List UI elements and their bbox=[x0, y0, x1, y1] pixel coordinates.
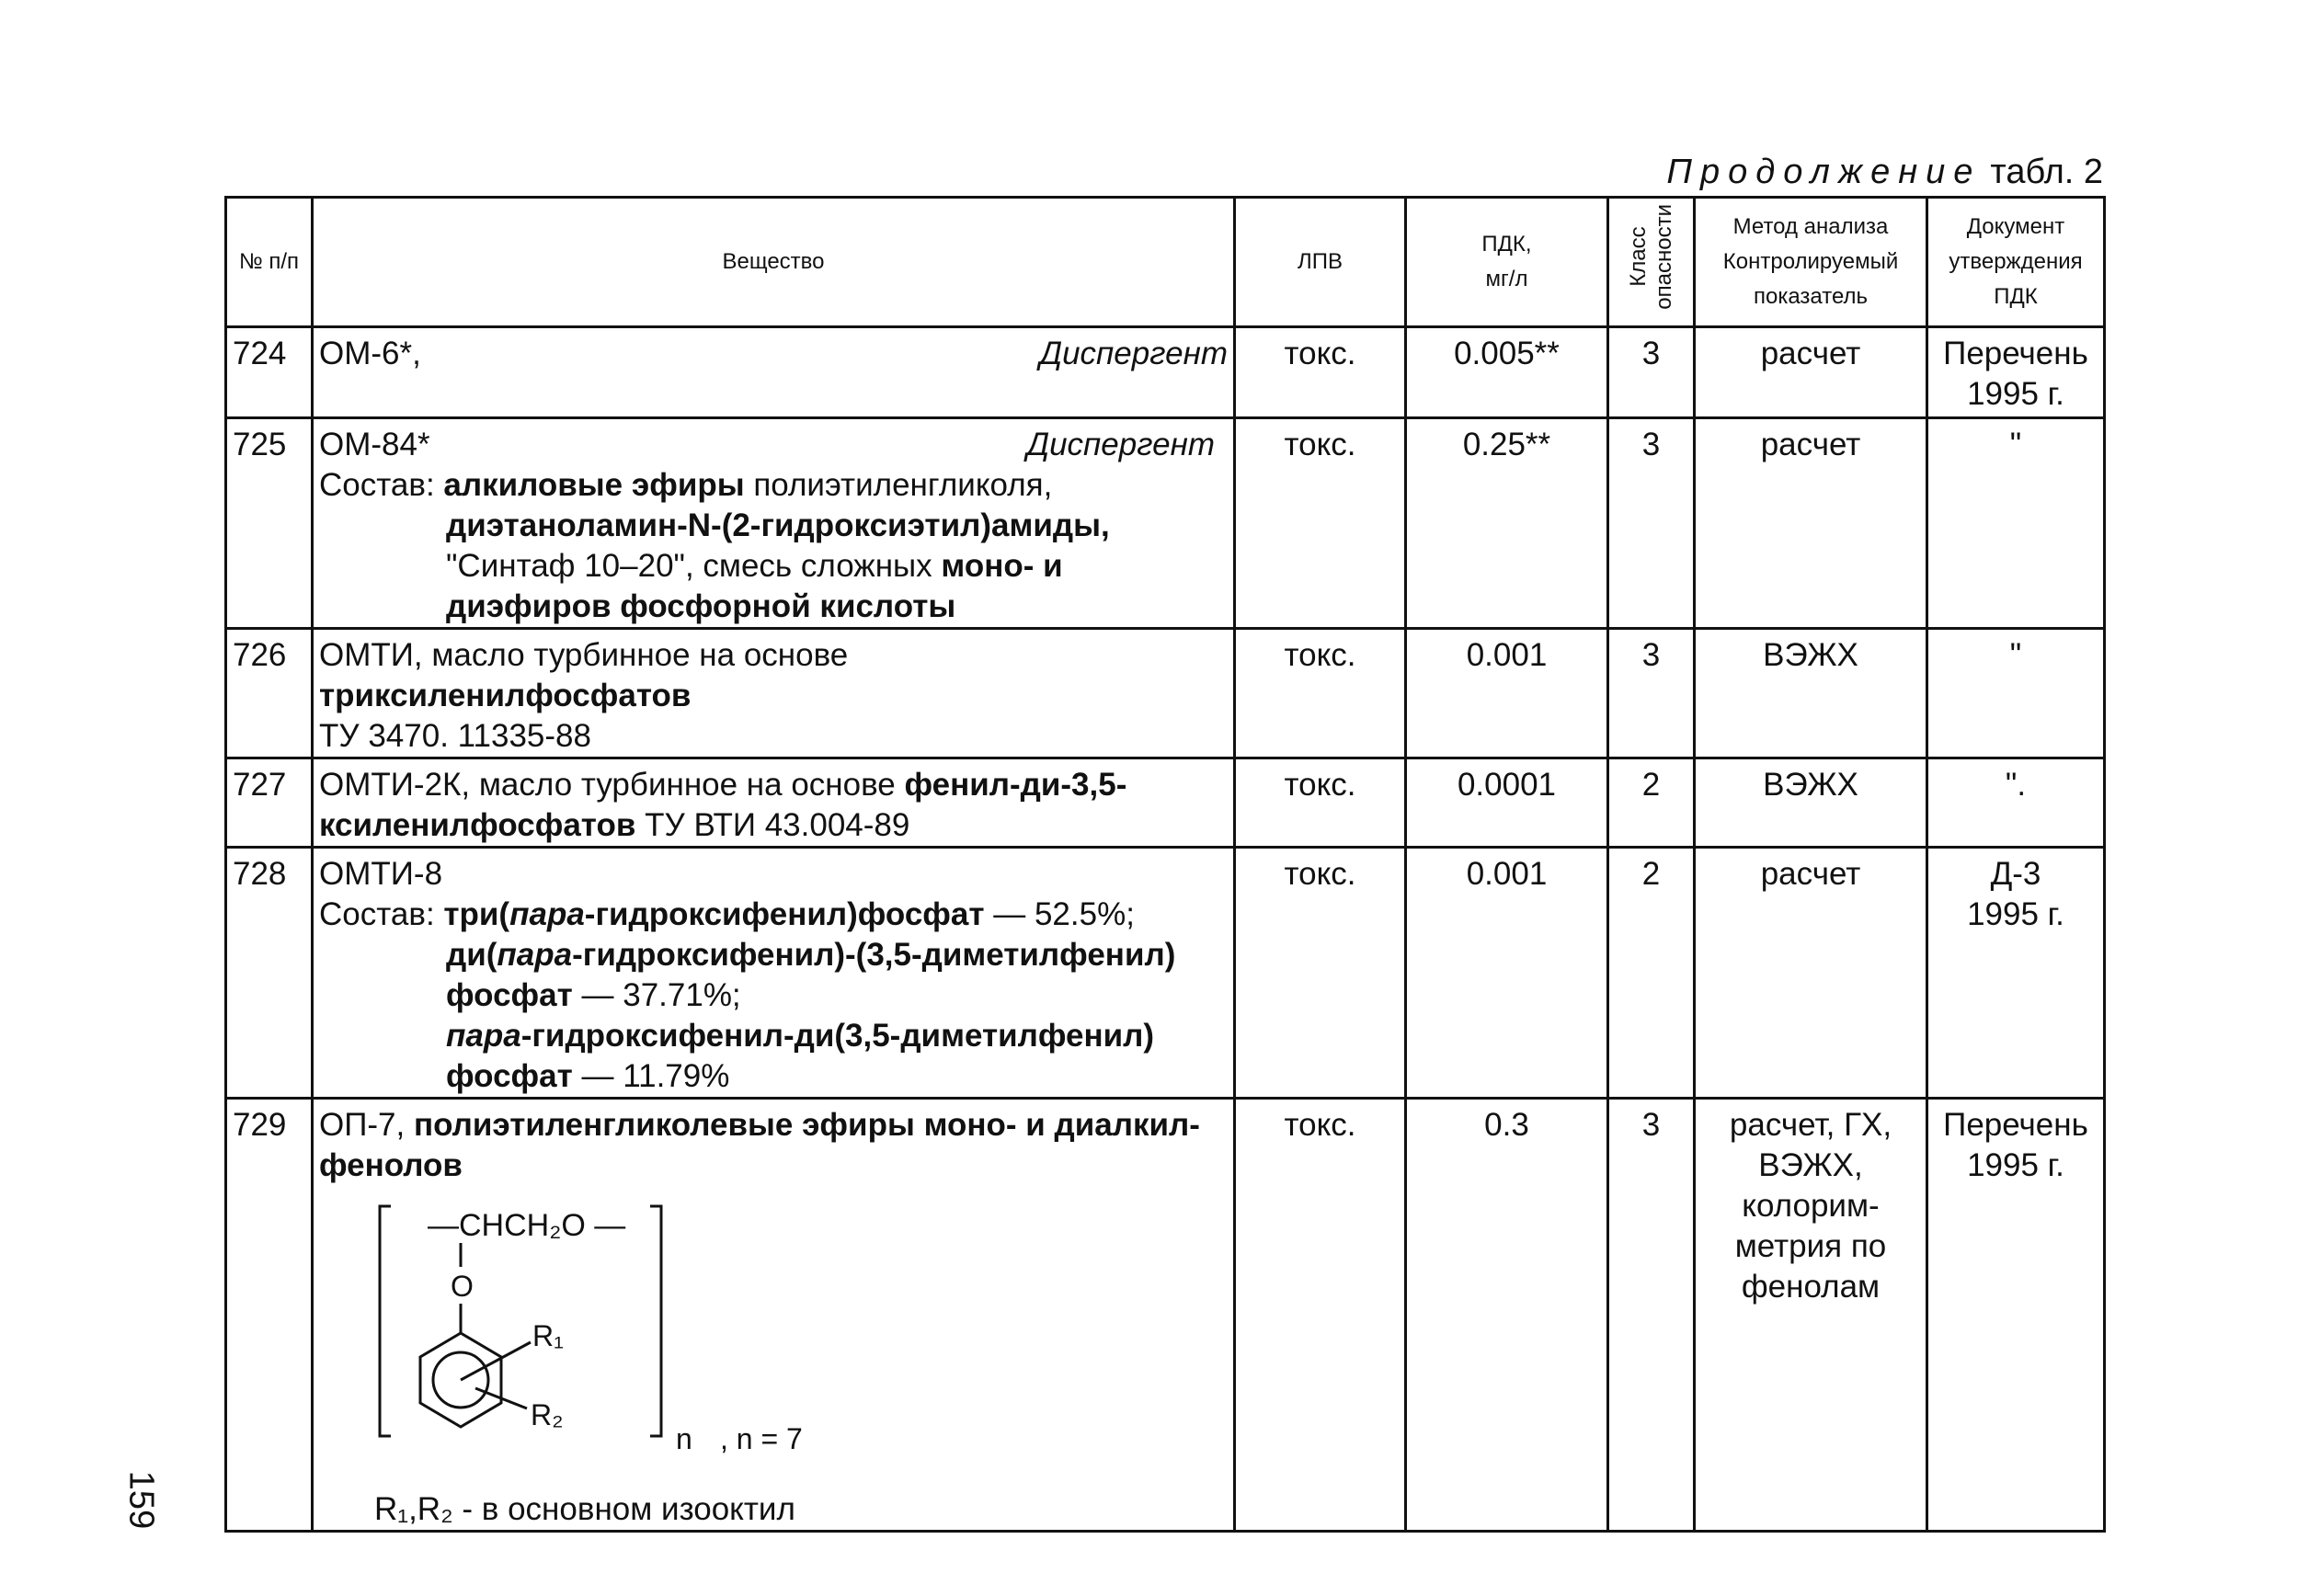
header-doc: Документ утверждения ПДК bbox=[1927, 198, 2105, 327]
r2-label: R₂ bbox=[531, 1398, 564, 1431]
row-substance: ОМТИ, масло турбинное на основе триксиленилфосфатов ТУ 3470. 11335-88 bbox=[313, 629, 1235, 758]
header-num: № п/п bbox=[226, 198, 313, 327]
row-doc: Д-3 1995 г. bbox=[1927, 848, 2105, 1099]
structural-formula bbox=[319, 1195, 834, 1489]
row-substance: Диспергент ОМ-6*, bbox=[313, 327, 1235, 418]
table-ref: табл. 2 bbox=[1990, 153, 2103, 191]
row-num: 725 bbox=[226, 418, 313, 629]
row-num: 726 bbox=[226, 629, 313, 758]
n-value: , n = 7 bbox=[720, 1422, 803, 1455]
table-row bbox=[226, 848, 2105, 1099]
row-lpv: токс. bbox=[1235, 848, 1406, 1099]
row-substance: ОМТИ-8 Состав: три(пара-гидроксифенил)фосфат — 52.5%; ди(пара-гидроксифенил)-(3,5-диметилфенил) фосфат — 37.71%; пара-гидроксифенил-ди(3,5-диметилфенил) фосфат — 11.79% bbox=[313, 848, 1235, 1099]
row-method: ВЭЖХ bbox=[1695, 629, 1927, 758]
table-row bbox=[226, 629, 2105, 758]
table-row bbox=[226, 418, 2105, 629]
row-doc: " bbox=[1927, 418, 2105, 629]
row-method: ВЭЖХ bbox=[1695, 758, 1927, 848]
row-num: 728 bbox=[226, 848, 313, 1099]
page-number: 159 bbox=[121, 1470, 161, 1530]
row-pdk: 0.3 bbox=[1406, 1099, 1608, 1532]
row-method: расчет, ГХ, ВЭЖХ, колорим- метрия по фенолам bbox=[1695, 1099, 1927, 1532]
row-pdk: 0.005** bbox=[1406, 327, 1608, 418]
row-pdk: 0.0001 bbox=[1406, 758, 1608, 848]
row-doc: Перечень 1995 г. bbox=[1927, 1099, 2105, 1532]
n-subscript: n bbox=[676, 1422, 692, 1455]
row-class: 3 bbox=[1608, 418, 1695, 629]
header-class: Класс опасности bbox=[1608, 198, 1695, 327]
row-class: 3 bbox=[1608, 629, 1695, 758]
row-substance: ОМТИ-2К, масло турбинное на основе фенил-ди-3,5- ксиленилфосфатов ТУ ВТИ 43.004-89 bbox=[313, 758, 1235, 848]
header-method: Метод анализа Контролируемый показатель bbox=[1695, 198, 1927, 327]
row-lpv: токс. bbox=[1235, 758, 1406, 848]
formula-drawing bbox=[319, 1195, 834, 1471]
table-row bbox=[226, 1099, 2105, 1532]
continuation-word: Продолжение bbox=[1666, 153, 1982, 191]
row-class: 3 bbox=[1608, 1099, 1695, 1532]
r1-label: R₁ bbox=[532, 1319, 564, 1352]
row-method: расчет bbox=[1695, 327, 1927, 418]
row-pdk: 0.001 bbox=[1406, 848, 1608, 1099]
row-num: 727 bbox=[226, 758, 313, 848]
table-row bbox=[226, 327, 2105, 418]
row-class: 2 bbox=[1608, 758, 1695, 848]
row-substance: Диспергент ОМ-84* Состав: алкиловые эфиры полиэтиленгликоля, диэтаноламин-N-(2-гидроксиэтил)амиды, "Синтаф 10–20", смесь сложных моно- и диэфиров фосфорной кислоты bbox=[313, 418, 1235, 629]
row-pdk: 0.001 bbox=[1406, 629, 1608, 758]
row-lpv: токс. bbox=[1235, 1099, 1406, 1532]
table-header-row bbox=[226, 198, 2105, 327]
row-substance: ОП-7, полиэтиленгликолевые эфиры моно- и диалкил- фенолов —CHCH₂O — O R₁ R₂ n , n = 7 R₁,R₂ - в основном изооктил bbox=[313, 1099, 1235, 1532]
header-pdk: ПДК, мг/л bbox=[1406, 198, 1608, 327]
row-pdk: 0.25** bbox=[1406, 418, 1608, 629]
row-lpv: токс. bbox=[1235, 327, 1406, 418]
row-lpv: токс. bbox=[1235, 418, 1406, 629]
row-class: 2 bbox=[1608, 848, 1695, 1099]
row-lpv: токс. bbox=[1235, 629, 1406, 758]
chain-label: —CHCH₂O — bbox=[428, 1208, 626, 1243]
row-doc: ". bbox=[1927, 758, 2105, 848]
row-num: 724 bbox=[226, 327, 313, 418]
row-num: 729 bbox=[226, 1099, 313, 1532]
substances-table bbox=[224, 196, 2106, 1533]
header-lpv: ЛПВ bbox=[1235, 198, 1406, 327]
header-substance: Вещество bbox=[313, 198, 1235, 327]
table-row bbox=[226, 758, 2105, 848]
substituent-note: R₁,R₂ - в основном изооктил bbox=[374, 1491, 795, 1527]
continuation-caption bbox=[1666, 153, 2103, 192]
row-method: расчет bbox=[1695, 418, 1927, 629]
oxygen-label: O bbox=[451, 1270, 474, 1303]
row-class: 3 bbox=[1608, 327, 1695, 418]
row-doc: " bbox=[1927, 629, 2105, 758]
row-method: расчет bbox=[1695, 848, 1927, 1099]
row-doc: Перечень 1995 г. bbox=[1927, 327, 2105, 418]
